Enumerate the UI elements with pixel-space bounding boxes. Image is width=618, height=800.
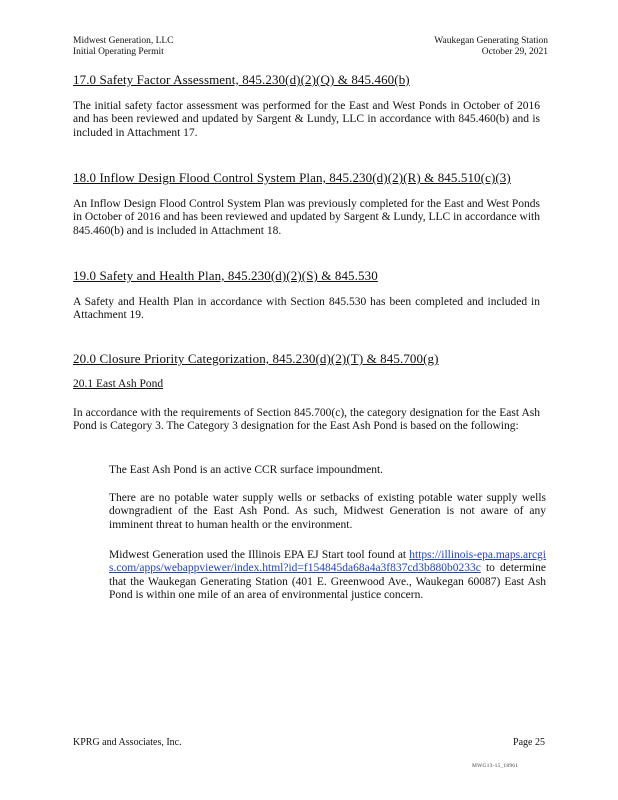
section-20-intro-wrap <box>73 407 540 434</box>
section-19-body: A Safety and Health Plan in accordance with Section 845.530 has been completed and included in Attachment 19. <box>73 296 540 322</box>
header-date: October 29, 2021 <box>481 47 548 57</box>
bates-stamp: MWG13-15_18961 <box>472 763 519 769</box>
section-17-title: 17.0 Safety Factor Assessment, 845.230(d)(2)(Q) & 845.460(b) <box>73 72 410 87</box>
criteria-item-1-wrap <box>109 464 546 477</box>
criteria-item-2-wrap <box>109 492 546 532</box>
header-station: Waukegan Generating Station <box>434 36 548 46</box>
criteria-item-3-text-before: Midwest Generation used the Illinois EPA EJ Start tool found at <box>109 549 410 561</box>
criteria-item-1: The East Ash Pond is an active CCR surface impoundment. <box>109 464 384 476</box>
section-19-title: 19.0 Safety and Health Plan, 845.230(d)(2)(S) & 845.530 <box>73 268 378 283</box>
page-number: Page 25 <box>513 737 545 748</box>
section-17 <box>73 72 540 88</box>
section-18-title: 18.0 Inflow Design Flood Control System Plan, 845.230(d)(2)(R) & 845.510(c)(3) <box>73 170 511 185</box>
section-17-body: The initial safety factor assessment was performed for the East and West Ponds in October of 2016 and has been reviewed and updated by Sargent & Lundy, LLC in accordance with 845.460(b) and is included in Attachment 17. <box>73 100 540 139</box>
section-18-body: An Inflow Design Flood Control System Plan was previously completed for the East and West Ponds in October of 2016 and has been reviewed and updated by Sargent & Lundy, LLC in accordance with 845.460(b) and is included in Attachment 18. <box>73 198 540 237</box>
section-18 <box>73 170 540 186</box>
section-17-body-wrap <box>73 100 540 140</box>
section-19 <box>73 268 540 284</box>
criteria-item-3-wrap <box>109 549 546 603</box>
footer-company: KPRG and Associates, Inc. <box>73 737 182 748</box>
section-20-intro: In accordance with the requirements of Section 845.700(c), the category designation for the East Ash Pond is Category 3. The Category 3 designation for the East Ash Pond is based on the following: <box>73 407 540 433</box>
criteria-item-3-text-after: to determine that the Waukegan Generating Station (401 E. Greenwood Ave., Waukegan 60087) East Ash Pond is within one mile of an area of environmental justice concern. <box>109 562 546 602</box>
header-right <box>434 36 548 58</box>
section-18-body-wrap <box>73 198 540 238</box>
section-19-body-wrap <box>73 296 540 323</box>
criteria-item-3 <box>109 549 546 603</box>
section-20-1 <box>73 378 540 390</box>
header-company: Midwest Generation, LLC <box>73 36 174 46</box>
section-20-1-title: 20.1 East Ash Pond <box>73 378 164 390</box>
section-20 <box>73 351 540 367</box>
header-document-type: Initial Operating Permit <box>73 47 164 57</box>
header-left <box>73 36 174 58</box>
section-20-title: 20.0 Closure Priority Categorization, 845.230(d)(2)(T) & 845.700(g) <box>73 351 439 366</box>
ej-start-tool-link[interactable]: https://illinois-epa.maps.arcgis.com/apps/webappviewer/index.html?id=f154845da68a4a3f837cd3b880b0233c <box>109 549 546 575</box>
criteria-item-2: There are no potable water supply wells or setbacks of existing potable water supply wells downgradient of the East Ash Pond. As such, Midwest Generation is not aware of any imminent threat to human health or the environment. <box>109 492 546 531</box>
